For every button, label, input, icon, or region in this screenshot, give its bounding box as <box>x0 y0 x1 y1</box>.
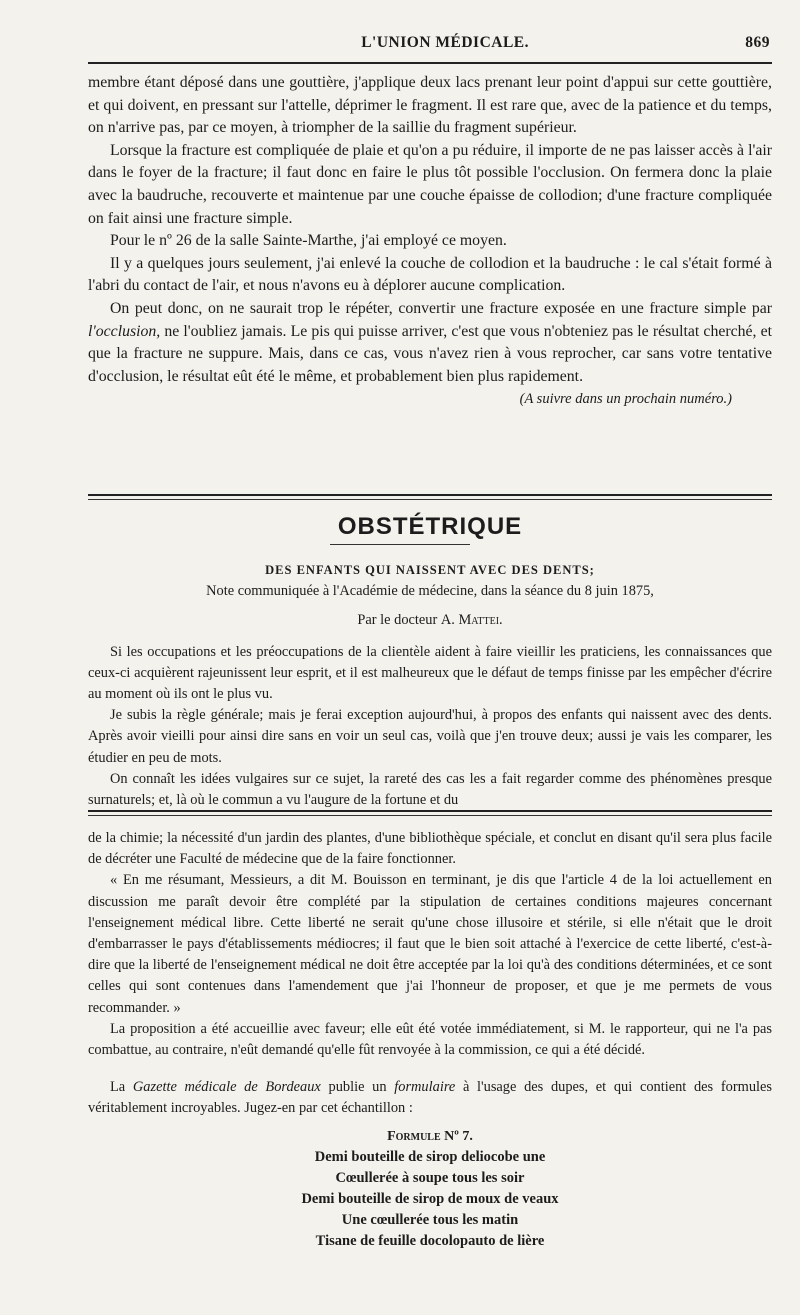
formula-line: Cœullerée à soupe tous les soir <box>335 1169 525 1186</box>
formula-title: Formule Nº 7. <box>387 1128 473 1144</box>
article-author <box>88 610 772 631</box>
article-subtitle: Note communiquée à l'Académie de médecine, dans la séance du 8 juin 1875, <box>206 583 654 600</box>
section-rule <box>88 494 772 496</box>
title-underline <box>330 544 470 545</box>
feuilleton <box>88 828 772 1252</box>
formula-line: Demi bouteille de sirop de moux de veaux <box>301 1190 559 1207</box>
continuation-article <box>88 72 772 411</box>
formula-line: Demi bouteille de sirop deliocobe une <box>314 1148 546 1165</box>
feuilleton-rule <box>88 810 772 812</box>
paragraph: membre étant déposé dans une gouttière, j'applique deux lacs prenant leur point d'appui sur cette gouttière, et qui doivent, en pressant sur l'attelle, déprimer le fragment. Il est rare que, avec de la patience et du temps, on n'arrive pas, par ce moyen, à triompher de la saillie du fragment supérieur. <box>88 74 772 137</box>
paragraph: Pour le nº 26 de la salle Sainte-Marthe, j'ai employé ce moyen. <box>110 232 507 250</box>
continuation-note: (A suivre dans un prochain numéro.) <box>519 391 732 408</box>
author-prefix: Par le docteur <box>357 612 441 629</box>
emphasis: Gazette médicale de Bordeaux <box>132 1079 321 1096</box>
text-run: La <box>110 1079 133 1096</box>
author-name: A. Mattei. <box>440 612 503 629</box>
paragraph: On connaît les idées vulgaires sur ce sujet, la rareté des cas les a fait regarder comme des phénomènes presque surnaturels; et, là où le commun a vu l'augure de la fortune et du <box>88 770 772 809</box>
text-run: On peut donc, on ne saurait trop le répéter, convertir une fracture exposée en une fracture simple par <box>110 299 772 317</box>
text-run: à l'usage des dupes, et qui contient des formules véritablement incroyables. Jugez-en par cet échantillon : <box>88 1079 772 1117</box>
paragraph: « En me résumant, Messieurs, a dit M. Bouisson en terminant, je dis que l'article 4 de la loi actuellement en discussion me paraît devoir être complété par la stipulation de certaines conditions majeures concernant l'enseignement médical libre. Cette liberté ne serait qu'une chose illusoire et stérile, si elle n'était que le droit d'embarrasser le pays d'établissements médiocres; il faut que le bien soit attaché à l'exercice de cette liberté, c'est-à-dire que la liberté de l'enseignement médical ne doit être acceptée par la loi qu'à des conditions déterminées, et ce sont celles qui sont contenues dans l'amendement que j'ai l'honneur de proposer, et que je me permets de vous recommander. » <box>88 872 772 1016</box>
article-title: DES ENFANTS QUI NAISSENT AVEC DES DENTS; <box>265 563 595 577</box>
text-run: publie un <box>320 1079 395 1096</box>
paragraph: Il y a quelques jours seulement, j'ai enlevé la couche de collodion et la baudruche : le cal s'était formé à l'abri du contact de l'air, et nous n'avons eu à déplorer aucune complication. <box>88 254 772 295</box>
feuilleton-rule-thin <box>88 815 772 816</box>
formula-line: Tisane de feuille docolopauto de lière <box>315 1232 545 1249</box>
paragraph: Je subis la règle générale; mais je ferai exception aujourd'hui, à propos des enfants qui naissent avec des dents. Après avoir vieilli pour ainsi dire sans en voir un seul cas, voilà que j'en trouve deux; aussi je vais les comparer, les étudier en peu de mots. <box>88 707 772 766</box>
header-rule <box>88 62 772 64</box>
paragraph: de la chimie; la nécessité d'un jardin des plantes, d'une bibliothèque spéciale, et conclut en disant qu'il sera plus facile de décréter une Faculté de médecine que de la faire fonctionner. <box>88 830 772 868</box>
journal-name: L'UNION MÉDICALE. <box>361 34 530 51</box>
text-run: ne l'oubliez jamais. Le pis qui puisse arriver, c'est que vous n'obteniez pas le résultat cherché, et que la fracture ne suppure. Mais, dans ce cas, vous n'avez rien à vous reprocher, car sans votre tentative d'occlusion, le résultat eût été le même, et probablement bien plus rapidement. <box>88 322 772 385</box>
paragraph: Lorsque la fracture est compliquée de plaie et qu'on a pu réduire, il importe de ne pas laisser accès à l'air dans le foyer de la fracture; il faut donc en faire le plus tôt possible l'occlusion. On fermera donc la plaie avec la baudruche, recouverte et maintenue par une couche épaisse de collodion; d'une fracture compliquée on fait ainsi une fracture simple. <box>88 141 772 227</box>
formula-line: Une cœullerée tous les matin <box>341 1211 519 1228</box>
obstetrics-article <box>88 560 772 811</box>
paragraph: La proposition a été accueillie avec faveur; elle eût été votée immédiatement, si M. le rapporteur, qui ne l'a pas combattue, au contraire, n'eût demandé qu'elle fût renvoyée à la commission, ce qui a été décidé. <box>88 1020 772 1059</box>
running-head <box>85 34 770 58</box>
emphasis: formulaire <box>394 1079 456 1096</box>
paragraph <box>88 298 772 388</box>
page-number: 869 <box>745 34 770 51</box>
section-title: OBSTÉTRIQUE <box>337 513 523 540</box>
paragraph <box>88 1077 772 1119</box>
section-rule-thin <box>88 499 772 500</box>
paragraph: Si les occupations et les préoccupations de la clientèle aident à faire vieillir les praticiens, les connaissances que ceux-ci acquièrent rajeunissent leur esprit, et il est malheureux que le défaut de temps finisse par les empêcher d'écrire au moment où ils ont le plus vu. <box>88 643 772 703</box>
emphasis: l'occlusion, <box>88 322 161 340</box>
